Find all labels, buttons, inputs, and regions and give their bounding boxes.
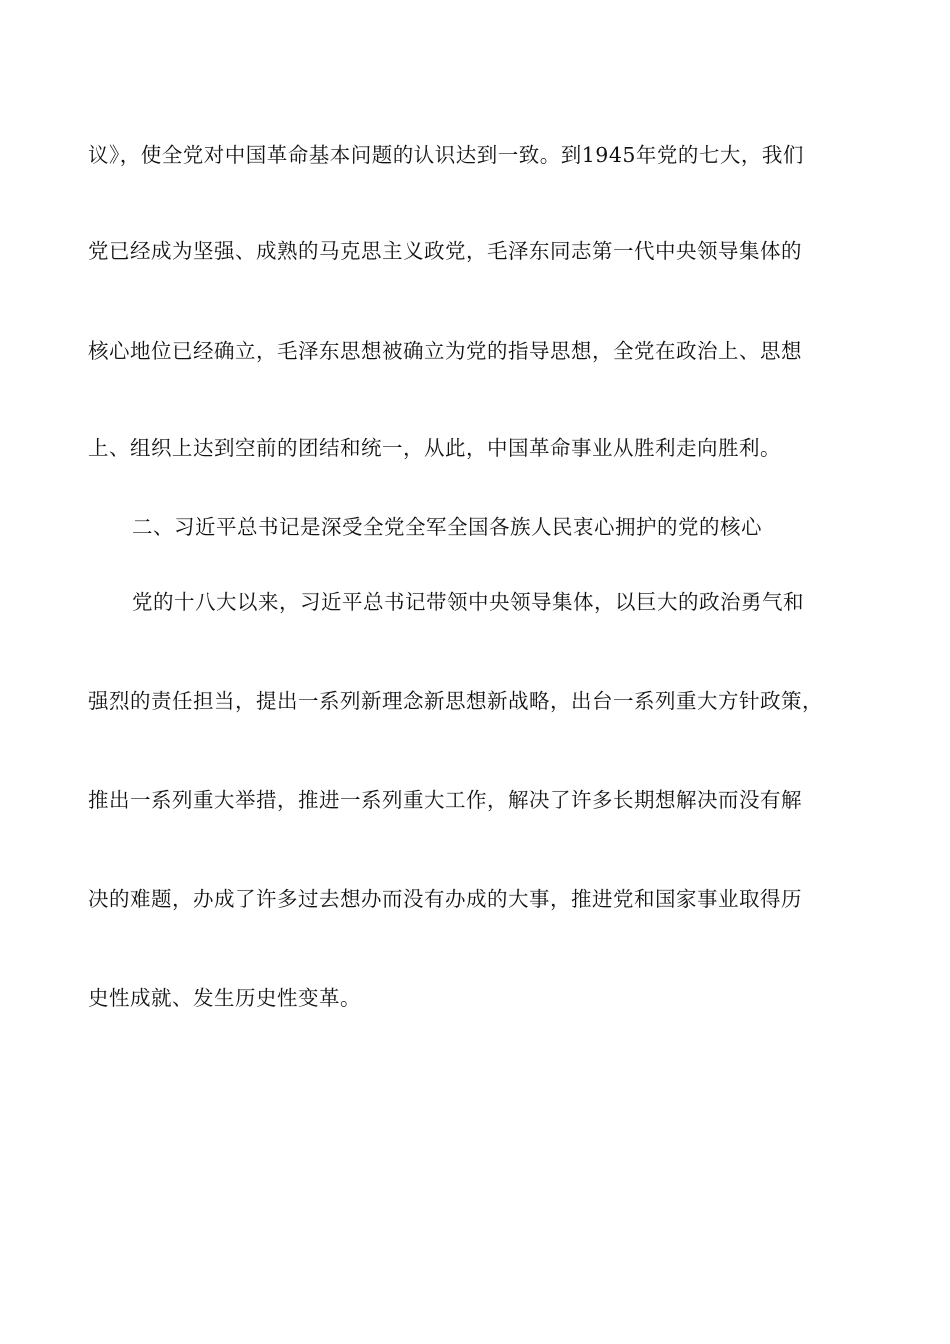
paragraph-line-5: 党的十八大以来，习近平总书记带领中央领导集体，以巨大的政治勇气和 bbox=[132, 590, 804, 614]
paragraph-line-4: 上、组织上达到空前的团结和统一，从此，中国革命事业从胜利走向胜利。 bbox=[88, 436, 781, 460]
paragraph-line-8: 决的难题，办成了许多过去想办而没有办成的大事，推进党和国家事业取得历 bbox=[88, 887, 802, 911]
paragraph-line-2: 党已经成为坚强、成熟的马克思主义政党，毛泽东同志第一代中央领导集体的 bbox=[88, 239, 802, 263]
paragraph-line-6: 强烈的责任担当，提出一系列新理念新思想新战略，出台一系列重大方针政策， bbox=[88, 689, 823, 713]
paragraph-line-3: 核心地位已经确立，毛泽东思想被确立为党的指导思想，全党在政治上、思想 bbox=[88, 339, 802, 363]
paragraph-line-7: 推出一系列重大举措，推进一系列重大工作，解决了许多长期想解决而没有解 bbox=[88, 788, 802, 812]
paragraph-line-1: 议》，使全党对中国革命基本问题的认识达到一致。到1945年党的七大，我们 bbox=[88, 143, 804, 167]
section-heading: 二、习近平总书记是深受全党全军全国各族人民衷心拥护的党的核心 bbox=[132, 515, 762, 539]
paragraph-line-9: 史性成就、发生历史性变革。 bbox=[88, 986, 361, 1010]
